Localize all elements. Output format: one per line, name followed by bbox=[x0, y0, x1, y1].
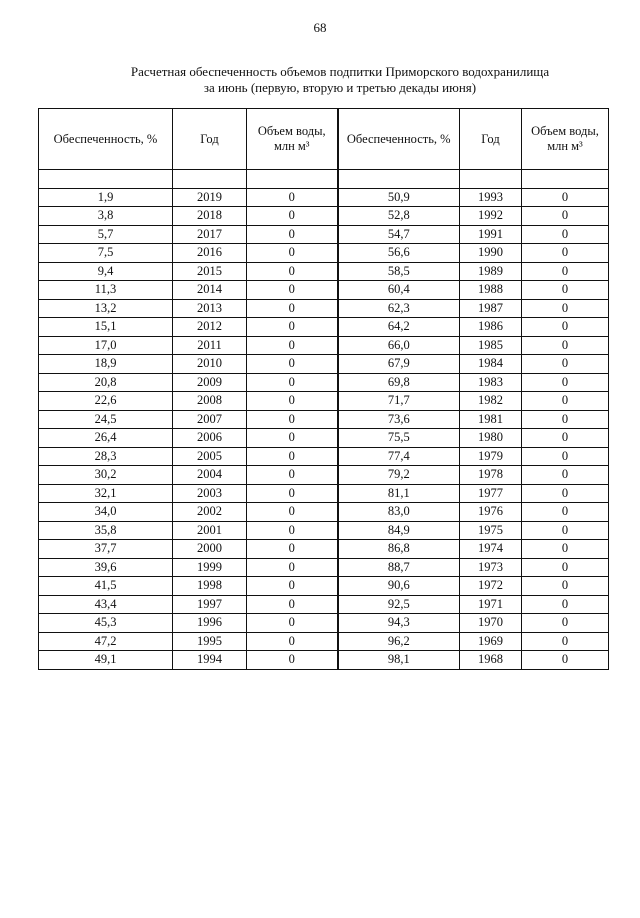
cell-volume-1: 0 bbox=[247, 521, 338, 540]
cell-year-2: 1983 bbox=[460, 373, 522, 392]
cell-volume-2: 0 bbox=[522, 429, 609, 448]
cell-volume-2: 0 bbox=[522, 577, 609, 596]
cell-volume-1: 0 bbox=[247, 336, 338, 355]
cell-volume-2: 0 bbox=[522, 614, 609, 633]
cell-volume-2: 0 bbox=[522, 281, 609, 300]
table-row bbox=[39, 281, 609, 300]
cell-volume-2: 0 bbox=[522, 262, 609, 281]
cell-provision-2: 96,2 bbox=[338, 632, 460, 651]
cell-year-1: 2008 bbox=[173, 392, 247, 411]
cell-volume-1: 0 bbox=[247, 392, 338, 411]
cell-provision-1: 24,5 bbox=[39, 410, 173, 429]
cell-volume-2: 0 bbox=[522, 651, 609, 670]
title-line-1: Расчетная обеспеченность объемов подпитки Приморского водохранилища bbox=[130, 64, 550, 79]
cell-provision-1: 41,5 bbox=[39, 577, 173, 596]
table-row bbox=[39, 336, 609, 355]
cell-volume-2: 0 bbox=[522, 595, 609, 614]
table-row bbox=[39, 614, 609, 633]
table-row bbox=[39, 540, 609, 559]
cell-provision-2: 86,8 bbox=[338, 540, 460, 559]
cell-year-1: 2009 bbox=[173, 373, 247, 392]
cell-provision-1: 37,7 bbox=[39, 540, 173, 559]
table-row bbox=[39, 484, 609, 503]
cell-year-1: 2019 bbox=[173, 188, 247, 207]
cell-volume-2: 0 bbox=[522, 503, 609, 522]
cell-volume-1: 0 bbox=[247, 373, 338, 392]
cell-provision-2: 84,9 bbox=[338, 521, 460, 540]
table-row bbox=[39, 299, 609, 318]
cell-volume-1: 0 bbox=[247, 188, 338, 207]
table-row bbox=[39, 558, 609, 577]
cell-year-2: 1971 bbox=[460, 595, 522, 614]
cell-volume-1: 0 bbox=[247, 447, 338, 466]
cell-year-2: 1980 bbox=[460, 429, 522, 448]
cell-volume-1: 0 bbox=[247, 318, 338, 337]
cell-volume-1: 0 bbox=[247, 355, 338, 374]
cell-volume-1: 0 bbox=[247, 632, 338, 651]
cell-volume-1: 0 bbox=[247, 484, 338, 503]
cell-provision-2: 62,3 bbox=[338, 299, 460, 318]
cell-volume-1: 0 bbox=[247, 429, 338, 448]
cell-year-1: 1999 bbox=[173, 558, 247, 577]
cell-year-1: 2004 bbox=[173, 466, 247, 485]
cell-volume-2: 0 bbox=[522, 484, 609, 503]
cell-volume-2: 0 bbox=[522, 392, 609, 411]
table-row bbox=[39, 262, 609, 281]
table-row bbox=[39, 429, 609, 448]
header-volume-1: Объем воды, млн м³ bbox=[247, 109, 338, 170]
table-row bbox=[39, 188, 609, 207]
cell-year-1: 2005 bbox=[173, 447, 247, 466]
cell-volume-2: 0 bbox=[522, 336, 609, 355]
cell-provision-2: 60,4 bbox=[338, 281, 460, 300]
cell-provision-2: 90,6 bbox=[338, 577, 460, 596]
cell-provision-2: 92,5 bbox=[338, 595, 460, 614]
cell-volume-2: 0 bbox=[522, 632, 609, 651]
cell-year-2: 1973 bbox=[460, 558, 522, 577]
cell-provision-2: 81,1 bbox=[338, 484, 460, 503]
cell-provision-2: 88,7 bbox=[338, 558, 460, 577]
cell-provision-2: 73,6 bbox=[338, 410, 460, 429]
table-row bbox=[39, 466, 609, 485]
cell-year-2: 1993 bbox=[460, 188, 522, 207]
cell-provision-1: 34,0 bbox=[39, 503, 173, 522]
cell-year-1: 2018 bbox=[173, 207, 247, 226]
cell-year-1: 2010 bbox=[173, 355, 247, 374]
cell-year-2: 1987 bbox=[460, 299, 522, 318]
cell-year-2: 1990 bbox=[460, 244, 522, 263]
table-header-row bbox=[39, 109, 609, 170]
cell-year-1: 2013 bbox=[173, 299, 247, 318]
cell-volume-2: 0 bbox=[522, 355, 609, 374]
cell-provision-1: 1,9 bbox=[39, 188, 173, 207]
cell-year-2: 1968 bbox=[460, 651, 522, 670]
cell-provision-2: 71,7 bbox=[338, 392, 460, 411]
cell-volume-1: 0 bbox=[247, 262, 338, 281]
cell-year-1: 1998 bbox=[173, 577, 247, 596]
cell-volume-1: 0 bbox=[247, 595, 338, 614]
title-line-2: за июнь (первую, вторую и третью декады июня) bbox=[203, 80, 477, 95]
cell-year-1: 2015 bbox=[173, 262, 247, 281]
header-year-2: Год bbox=[460, 109, 522, 170]
cell-year-1: 2017 bbox=[173, 225, 247, 244]
cell-year-2: 1988 bbox=[460, 281, 522, 300]
cell-provision-1: 43,4 bbox=[39, 595, 173, 614]
cell-year-1: 1995 bbox=[173, 632, 247, 651]
cell-volume-2: 0 bbox=[522, 225, 609, 244]
table-row bbox=[39, 577, 609, 596]
table-row bbox=[39, 595, 609, 614]
cell-provision-1: 26,4 bbox=[39, 429, 173, 448]
cell-year-1: 2011 bbox=[173, 336, 247, 355]
cell-year-2: 1970 bbox=[460, 614, 522, 633]
cell-volume-2: 0 bbox=[522, 188, 609, 207]
cell-provision-1: 32,1 bbox=[39, 484, 173, 503]
table-row bbox=[39, 207, 609, 226]
cell-year-2: 1991 bbox=[460, 225, 522, 244]
cell-provision-2: 54,7 bbox=[338, 225, 460, 244]
cell-provision-1: 9,4 bbox=[39, 262, 173, 281]
cell-provision-1: 45,3 bbox=[39, 614, 173, 633]
cell-provision-1: 30,2 bbox=[39, 466, 173, 485]
cell-year-2: 1984 bbox=[460, 355, 522, 374]
cell-year-1: 2003 bbox=[173, 484, 247, 503]
table-row bbox=[39, 318, 609, 337]
table-row bbox=[39, 651, 609, 670]
cell-volume-2: 0 bbox=[522, 521, 609, 540]
cell-year-2: 1982 bbox=[460, 392, 522, 411]
cell-volume-1: 0 bbox=[247, 281, 338, 300]
page-number: 68 bbox=[313, 20, 327, 35]
header-year-1: Год bbox=[173, 109, 247, 170]
cell-volume-2: 0 bbox=[522, 447, 609, 466]
cell-year-2: 1977 bbox=[460, 484, 522, 503]
cell-provision-2: 69,8 bbox=[338, 373, 460, 392]
cell-volume-1: 0 bbox=[247, 225, 338, 244]
cell-year-2: 1974 bbox=[460, 540, 522, 559]
cell-volume-1: 0 bbox=[247, 503, 338, 522]
table-body bbox=[39, 170, 609, 670]
provision-table bbox=[38, 108, 609, 670]
cell-provision-2: 66,0 bbox=[338, 336, 460, 355]
header-provision-1: Обеспеченность, % bbox=[39, 109, 173, 170]
cell-year-1: 1997 bbox=[173, 595, 247, 614]
cell-year-2: 1975 bbox=[460, 521, 522, 540]
table-row bbox=[39, 225, 609, 244]
cell-provision-2: 98,1 bbox=[338, 651, 460, 670]
header-separator-row bbox=[39, 170, 609, 189]
header-volume-2: Объем воды, млн м³ bbox=[522, 109, 609, 170]
cell-provision-2: 64,2 bbox=[338, 318, 460, 337]
cell-provision-1: 13,2 bbox=[39, 299, 173, 318]
cell-volume-2: 0 bbox=[522, 207, 609, 226]
cell-year-1: 2016 bbox=[173, 244, 247, 263]
cell-provision-2: 79,2 bbox=[338, 466, 460, 485]
cell-year-1: 2007 bbox=[173, 410, 247, 429]
cell-year-1: 2014 bbox=[173, 281, 247, 300]
cell-volume-1: 0 bbox=[247, 651, 338, 670]
table-row bbox=[39, 503, 609, 522]
cell-volume-2: 0 bbox=[522, 558, 609, 577]
table-row bbox=[39, 244, 609, 263]
cell-year-2: 1989 bbox=[460, 262, 522, 281]
cell-year-1: 2001 bbox=[173, 521, 247, 540]
cell-provision-2: 52,8 bbox=[338, 207, 460, 226]
cell-volume-1: 0 bbox=[247, 614, 338, 633]
cell-year-2: 1969 bbox=[460, 632, 522, 651]
cell-volume-2: 0 bbox=[522, 410, 609, 429]
cell-year-2: 1986 bbox=[460, 318, 522, 337]
cell-provision-1: 18,9 bbox=[39, 355, 173, 374]
cell-year-2: 1992 bbox=[460, 207, 522, 226]
table-row bbox=[39, 392, 609, 411]
cell-volume-2: 0 bbox=[522, 299, 609, 318]
cell-volume-1: 0 bbox=[247, 577, 338, 596]
cell-volume-2: 0 bbox=[522, 244, 609, 263]
table-row bbox=[39, 410, 609, 429]
cell-provision-2: 50,9 bbox=[338, 188, 460, 207]
table-row bbox=[39, 447, 609, 466]
cell-volume-1: 0 bbox=[247, 207, 338, 226]
table-row bbox=[39, 373, 609, 392]
cell-provision-2: 56,6 bbox=[338, 244, 460, 263]
cell-provision-1: 28,3 bbox=[39, 447, 173, 466]
cell-provision-2: 77,4 bbox=[338, 447, 460, 466]
cell-volume-1: 0 bbox=[247, 558, 338, 577]
cell-year-1: 2012 bbox=[173, 318, 247, 337]
cell-provision-1: 7,5 bbox=[39, 244, 173, 263]
cell-provision-1: 15,1 bbox=[39, 318, 173, 337]
cell-provision-1: 47,2 bbox=[39, 632, 173, 651]
cell-year-2: 1972 bbox=[460, 577, 522, 596]
cell-year-1: 2000 bbox=[173, 540, 247, 559]
cell-year-2: 1981 bbox=[460, 410, 522, 429]
cell-year-1: 2006 bbox=[173, 429, 247, 448]
cell-volume-2: 0 bbox=[522, 540, 609, 559]
cell-volume-2: 0 bbox=[522, 373, 609, 392]
cell-provision-1: 35,8 bbox=[39, 521, 173, 540]
table-row bbox=[39, 521, 609, 540]
header-provision-2: Обеспеченность, % bbox=[338, 109, 460, 170]
cell-year-2: 1985 bbox=[460, 336, 522, 355]
cell-provision-1: 49,1 bbox=[39, 651, 173, 670]
cell-volume-1: 0 bbox=[247, 410, 338, 429]
cell-volume-1: 0 bbox=[247, 540, 338, 559]
cell-year-2: 1978 bbox=[460, 466, 522, 485]
cell-year-2: 1979 bbox=[460, 447, 522, 466]
cell-volume-2: 0 bbox=[522, 466, 609, 485]
cell-volume-1: 0 bbox=[247, 299, 338, 318]
cell-provision-2: 94,3 bbox=[338, 614, 460, 633]
cell-provision-2: 75,5 bbox=[338, 429, 460, 448]
cell-year-1: 1996 bbox=[173, 614, 247, 633]
cell-provision-1: 17,0 bbox=[39, 336, 173, 355]
cell-provision-1: 11,3 bbox=[39, 281, 173, 300]
document-title bbox=[60, 64, 620, 96]
cell-volume-1: 0 bbox=[247, 244, 338, 263]
cell-provision-2: 58,5 bbox=[338, 262, 460, 281]
cell-year-1: 1994 bbox=[173, 651, 247, 670]
cell-provision-1: 39,6 bbox=[39, 558, 173, 577]
cell-provision-2: 67,9 bbox=[338, 355, 460, 374]
cell-provision-2: 83,0 bbox=[338, 503, 460, 522]
cell-provision-1: 3,8 bbox=[39, 207, 173, 226]
cell-provision-1: 20,8 bbox=[39, 373, 173, 392]
cell-provision-1: 5,7 bbox=[39, 225, 173, 244]
cell-volume-1: 0 bbox=[247, 466, 338, 485]
cell-provision-1: 22,6 bbox=[39, 392, 173, 411]
cell-year-2: 1976 bbox=[460, 503, 522, 522]
cell-volume-2: 0 bbox=[522, 318, 609, 337]
table-row bbox=[39, 355, 609, 374]
table-row bbox=[39, 632, 609, 651]
cell-year-1: 2002 bbox=[173, 503, 247, 522]
